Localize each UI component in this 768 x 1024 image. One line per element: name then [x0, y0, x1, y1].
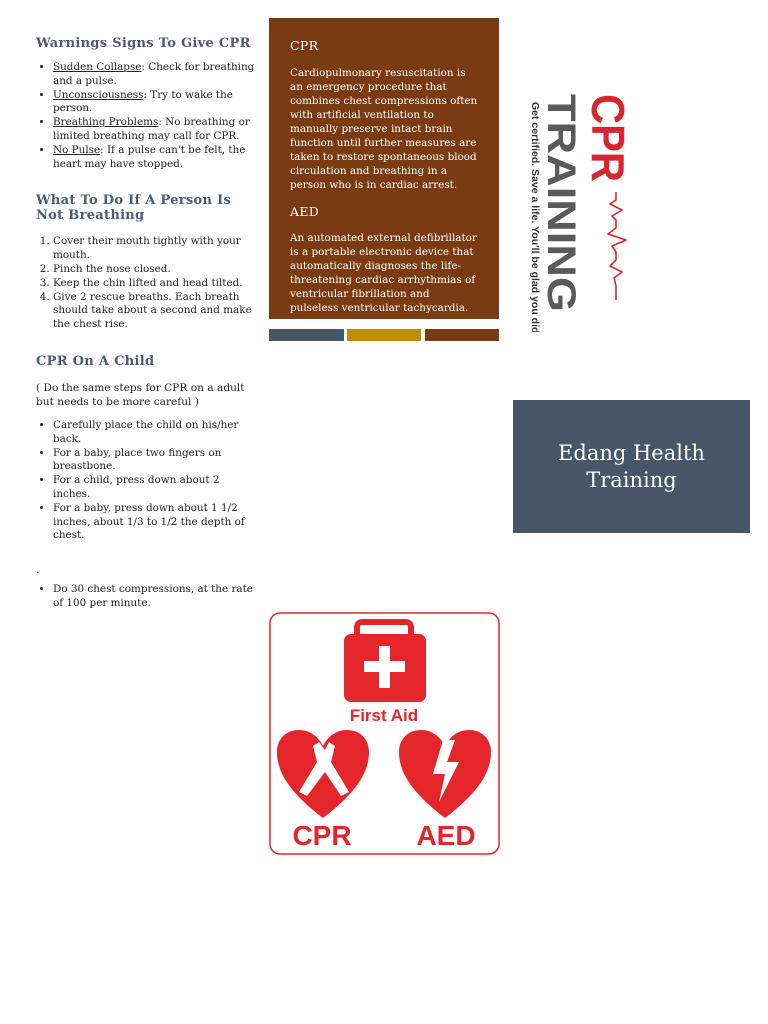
first-aid-label: First Aid [349, 706, 419, 725]
logo-word-training: TRAINING [539, 94, 583, 288]
color-bar-1 [269, 329, 344, 341]
list-item: • Carefully place the child on his/her back. [53, 419, 258, 447]
definition: : Try to wake the person. [53, 88, 233, 115]
cpr-title: CPR [290, 38, 319, 53]
list-item: 3. Keep the chin lifted and head tilted. [53, 277, 258, 291]
term: Sudden Collapse [53, 61, 142, 73]
list-item: • For a child, press down about 2 inches. [53, 474, 258, 502]
first-aid-graphic-svg [269, 612, 500, 855]
compressions-list [36, 583, 258, 611]
left-column [36, 36, 258, 611]
definition: : No breathing or limited breathing may call for CPR. [53, 116, 250, 142]
warnings-heading: Warnings Signs To Give CPR [36, 36, 251, 51]
logo-tagline: Get certified. Save a life. You'll be glad you did. [529, 102, 541, 332]
heartbeat-line-icon [608, 192, 626, 300]
first-aid-graphic [269, 612, 500, 855]
title-line-1: Edang Health [558, 440, 705, 465]
not-breathing-heading: What To Do If A Person Is Not Breathing [36, 193, 232, 224]
brochure-title [558, 440, 705, 494]
list-item: 2. Pinch the nose closed. [53, 263, 258, 277]
list-item [53, 61, 258, 89]
definition: : If a pulse can't be felt, the heart may have stopped. [53, 143, 246, 170]
list-item: • Do 30 chest compressions, at the rate of 100 per minute. [53, 583, 258, 611]
definition: : Check for breathing and a pulse. [53, 61, 255, 87]
term: Breathing Problems [53, 116, 159, 129]
cpr-description: Cardiopulmonary resuscitation is an emergency procedure that combines chest compressions often with artificial ventilation to manually preserve intact brain function until further measures are taken to restore spontaneous blood circulation and breathing in a person who is in cardiac arrest. [290, 67, 478, 191]
list-item: 4. Give 2 rescue breaths. Each breath should take about a second and make the chest rise. [53, 291, 258, 332]
title-line-2: Training [586, 467, 677, 492]
aed-label: AED [416, 820, 476, 851]
color-bar-3 [425, 329, 499, 341]
term: No Pulse [53, 143, 101, 156]
aed-title: AED [290, 204, 320, 219]
list-item: • For a baby, press down about 1 1/2 inches, about 1/3 to 1/2 the depth of chest. [53, 502, 258, 543]
list-item: 1. Cover their mouth tightly with your mouth. [53, 235, 258, 263]
cpr-label: CPR [292, 820, 352, 851]
logo-word-cpr: CPR [582, 94, 634, 192]
cpr-training-logo [518, 82, 648, 332]
list-item [53, 144, 258, 172]
list-item [53, 116, 258, 144]
warnings-list [36, 61, 258, 171]
info-panel [269, 18, 499, 319]
term: Unconsciousness [53, 88, 144, 101]
child-list [36, 419, 258, 543]
first-aid-kit-icon [344, 622, 426, 702]
child-note: ( Do the same steps for CPR on a adult but needs to be more careful ) [36, 381, 245, 408]
stray-dot: . [36, 565, 40, 577]
brochure-title-box [513, 400, 750, 533]
not-breathing-steps [36, 235, 258, 332]
list-item [53, 89, 258, 117]
aed-description: An automated external defibrillator is a portable electronic device that automatically diagnoses the life-threatening cardiac arrhythmias of ventricular fibrillation and pulseless ventricular tachycardia. [290, 232, 477, 314]
child-heading: CPR On A Child [36, 353, 155, 369]
list-item: • For a baby, place two fingers on breastbone. [53, 447, 258, 475]
color-bar-2 [347, 329, 421, 341]
cpr-training-logo-graphic [518, 82, 648, 332]
